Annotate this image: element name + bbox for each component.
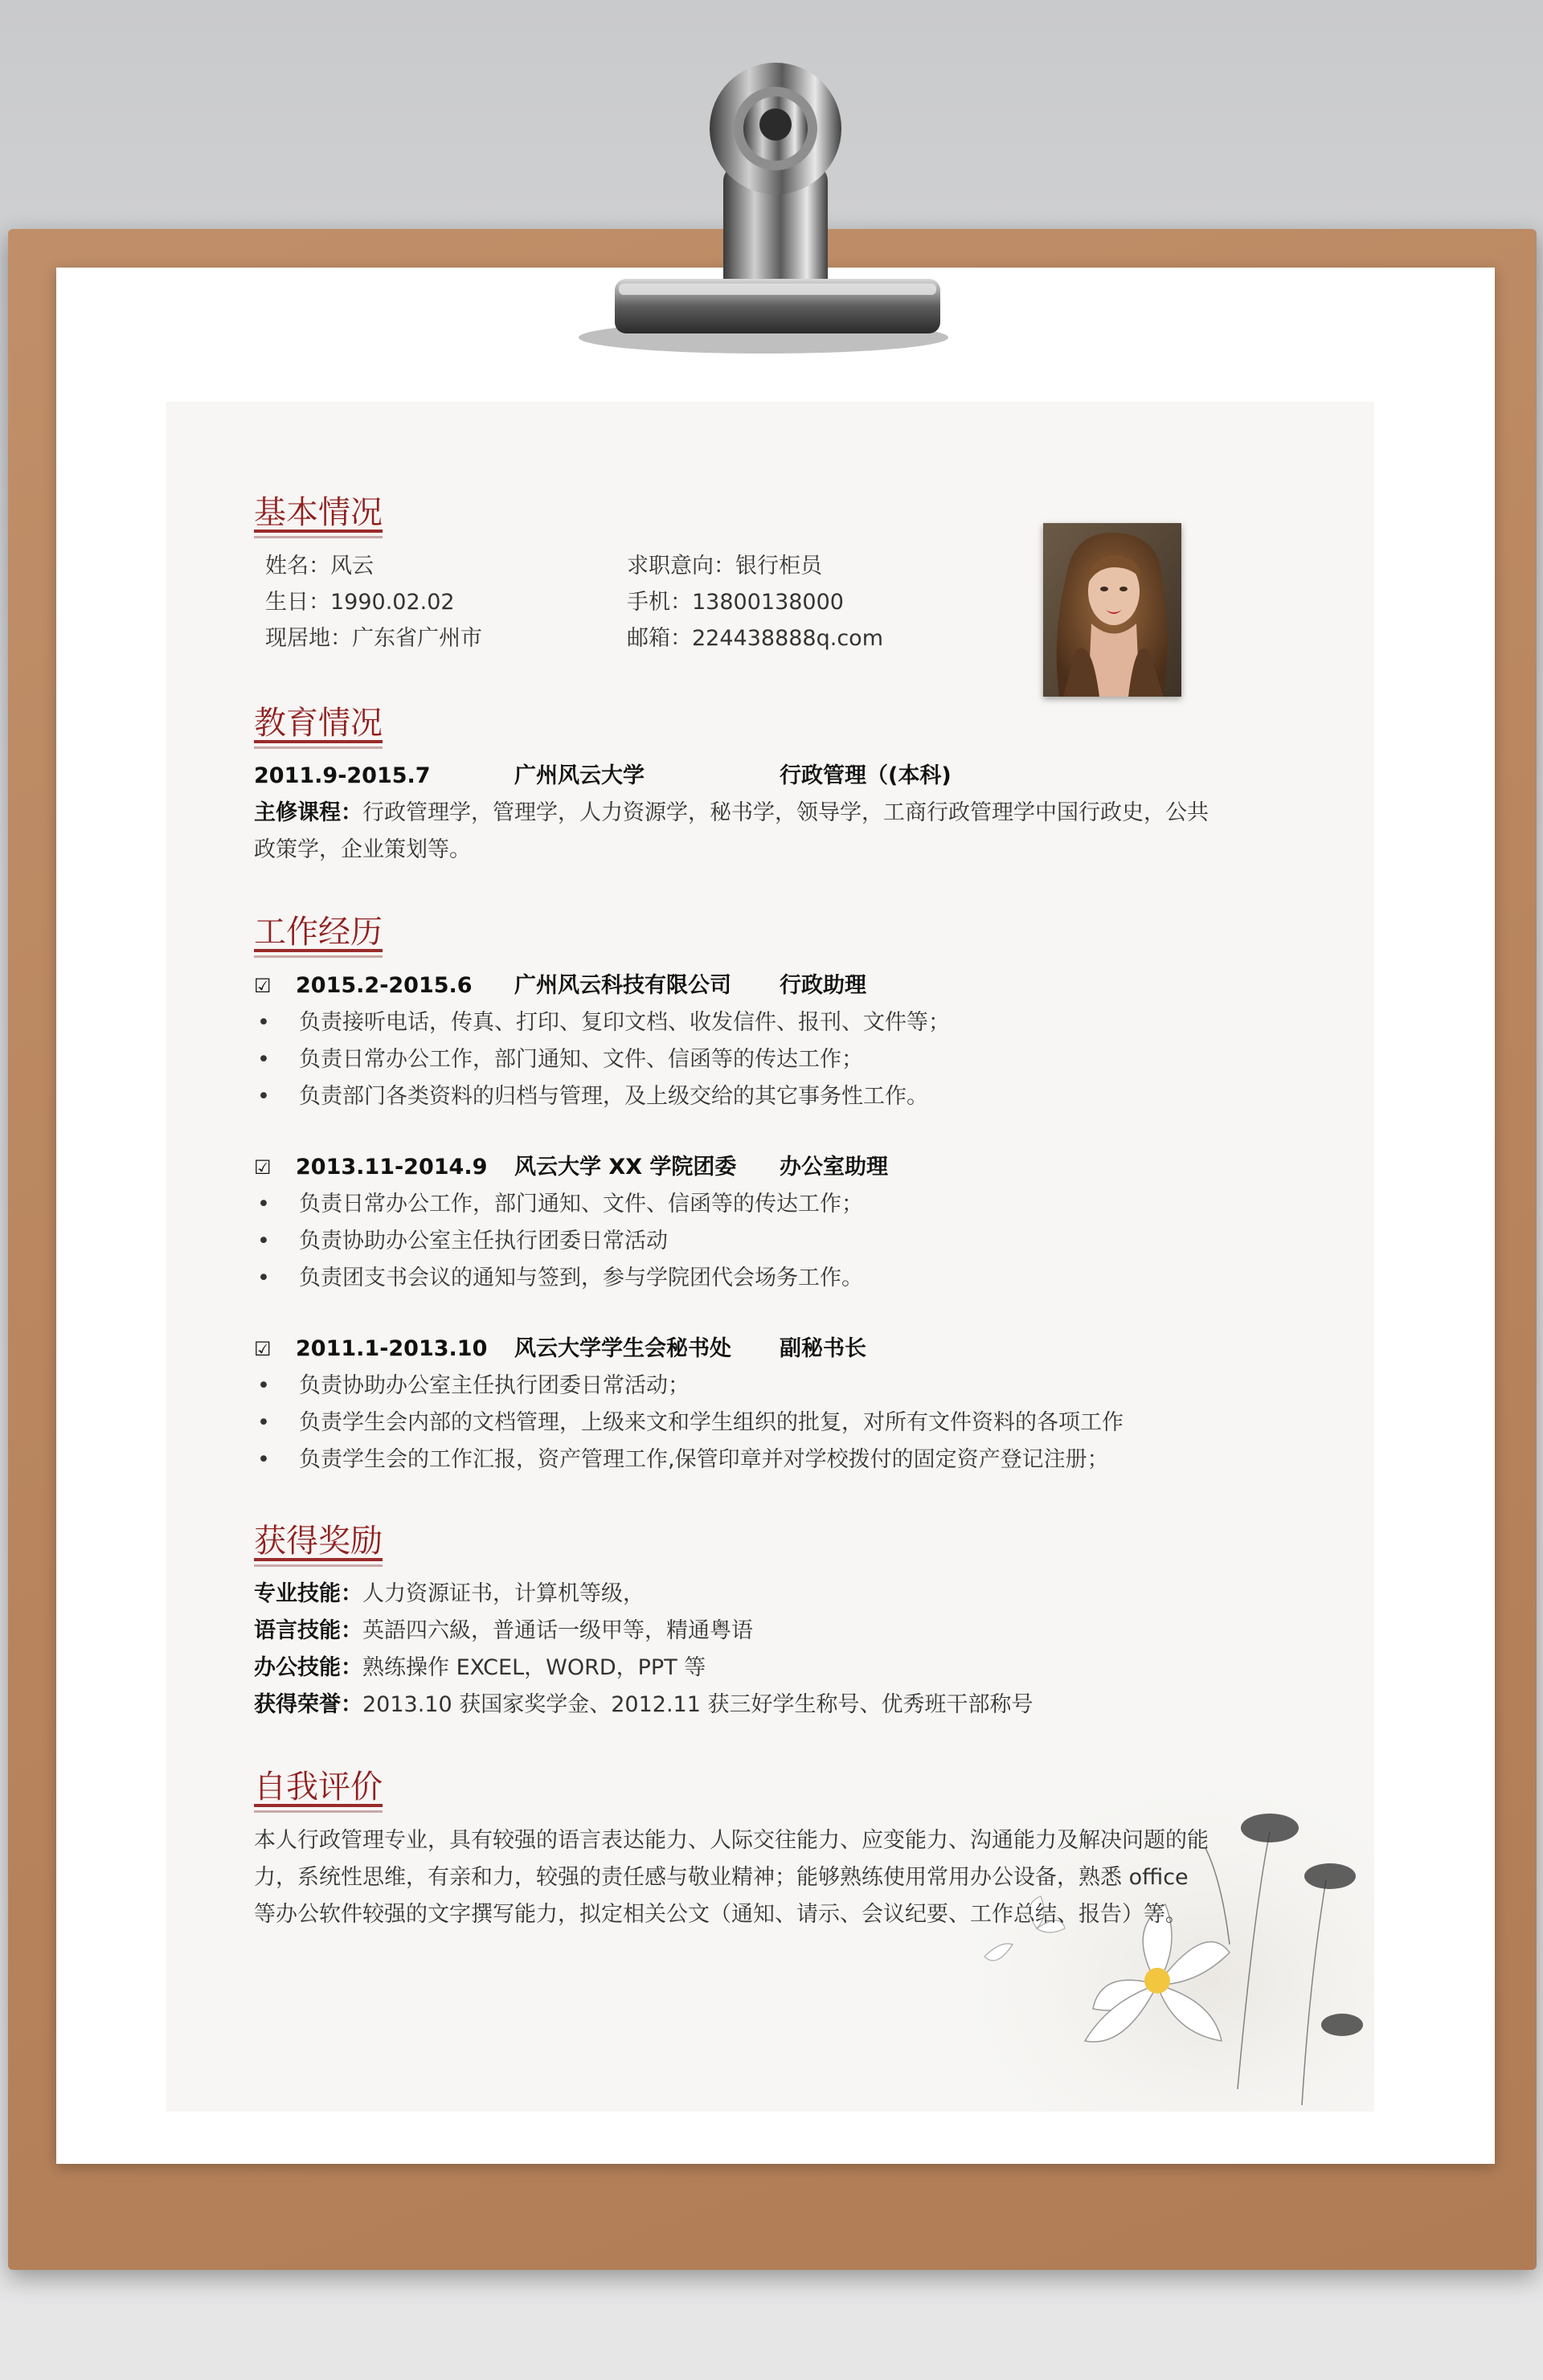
- self-line1: 本人行政管理专业，具有较强的语言表达能力、人际交往能力、应变能力、沟通能力及解决问题的能: [254, 1828, 1209, 1853]
- list-item: • 负责协助办公室主任执行团委日常活动；: [257, 1370, 690, 1402]
- list-item: • 负责协助办公室主任执行团委日常活动: [257, 1225, 668, 1257]
- list-item: • 负责日常办公工作，部门通知、文件、信函等的传达工作；: [257, 1044, 863, 1076]
- checkbox-checked-icon: ☑: [254, 975, 272, 997]
- section-title-basic: 基本情况: [254, 493, 383, 538]
- work-period: 2015.2-2015.6: [296, 973, 473, 998]
- list-item: • 负责接听电话，传真、打印、复印文档、收发信件、报刊、文件等；: [257, 1007, 950, 1039]
- list-item: • 负责学生会的工作汇报，资产管理工作,保管印章并对学校拨付的固定资产登记注册；: [257, 1444, 1109, 1476]
- work-period: 2013.11-2014.9: [296, 1155, 488, 1180]
- edu-course-line1: [254, 797, 1209, 829]
- list-item: • 负责团支书会议的通知与签到，参与学院团代会场务工作。: [257, 1262, 863, 1294]
- award-row: 获得荣誉：2013.10 获国家奖学金、2012.11 获三好学生称号、优秀班干部称号: [254, 1692, 1033, 1717]
- edu-course-label: 主修课程：: [254, 800, 362, 825]
- work-role: 办公室助理: [780, 1155, 888, 1180]
- bullet-icon: •: [257, 1266, 270, 1290]
- bullet-icon: •: [257, 1047, 270, 1072]
- bullet-icon: •: [257, 1410, 270, 1435]
- basic-birth: 生日：1990.02.02: [265, 590, 455, 615]
- edu-period: 2011.9-2015.7: [254, 763, 431, 788]
- section-title-education: 教育情况: [254, 704, 383, 749]
- checkbox-checked-icon: ☑: [254, 1338, 272, 1360]
- award-row: 语言技能：英語四六級，普通话一级甲等，精通粤语: [254, 1618, 753, 1643]
- award-row: 办公技能：熟练操作 EXCEL，WORD，PPT 等: [254, 1655, 706, 1680]
- bullet-icon: •: [257, 1192, 270, 1217]
- edu-major: 行政管理（(本科): [780, 763, 952, 788]
- section-title-self: 自我评价: [254, 1768, 383, 1813]
- bullet-icon: •: [257, 1447, 270, 1472]
- portrait-photo: [1043, 523, 1181, 697]
- edu-school: 广州风云大学: [514, 763, 645, 788]
- basic-name: 姓名：风云: [265, 554, 374, 579]
- list-item: • 负责日常办公工作，部门通知、文件、信函等的传达工作；: [257, 1188, 863, 1221]
- bullet-icon: •: [257, 1229, 270, 1253]
- basic-email: 邮箱：224438888q.com: [627, 626, 883, 651]
- work-period: 2011.1-2013.10: [296, 1336, 488, 1361]
- list-item: • 负责学生会内部的文档管理，上级来文和学生组织的批复，对所有文件资料的各项工作: [257, 1407, 1123, 1439]
- work-org: 风云大学 XX 学院团委: [514, 1155, 737, 1180]
- checkbox-checked-icon: ☑: [254, 1156, 272, 1179]
- award-row: 专业技能：人力资源证书，计算机等级，: [254, 1581, 645, 1606]
- self-line3: 等办公软件较强的文字撰写能力，拟定相关公文（通知、请示、会议纪要、工作总结、报告）等。: [254, 1902, 1187, 1927]
- binder-clip-icon: [563, 44, 948, 358]
- basic-address: 现居地：广东省广州市: [265, 626, 482, 651]
- basic-intent: 求职意向：银行柜员: [627, 554, 822, 579]
- basic-phone: 手机：13800138000: [627, 590, 844, 615]
- work-org: 广州风云科技有限公司: [514, 973, 731, 998]
- edu-course-line2: 政策学，企业策划等。: [254, 837, 471, 862]
- edu-course-text: 行政管理学，管理学，人力资源学，秘书学，领导学，工商行政管理学中国行政史，公共: [362, 800, 1209, 825]
- work-role: 副秘书长: [780, 1336, 866, 1361]
- bullet-icon: •: [257, 1373, 270, 1398]
- list-item: • 负责部门各类资料的归档与管理，及上级交给的其它事务性工作。: [257, 1081, 928, 1113]
- work-org: 风云大学学生会秘书处: [514, 1336, 731, 1361]
- section-title-awards: 获得奖励: [254, 1522, 383, 1567]
- self-line2: 力，系统性思维，有亲和力，较强的责任感与敬业精神；能够熟练使用常用办公设备，熟悉 office: [254, 1865, 1189, 1890]
- work-role: 行政助理: [780, 973, 866, 998]
- bullet-icon: •: [257, 1010, 270, 1035]
- bullet-icon: •: [257, 1084, 270, 1109]
- section-title-work: 工作经历: [254, 913, 383, 958]
